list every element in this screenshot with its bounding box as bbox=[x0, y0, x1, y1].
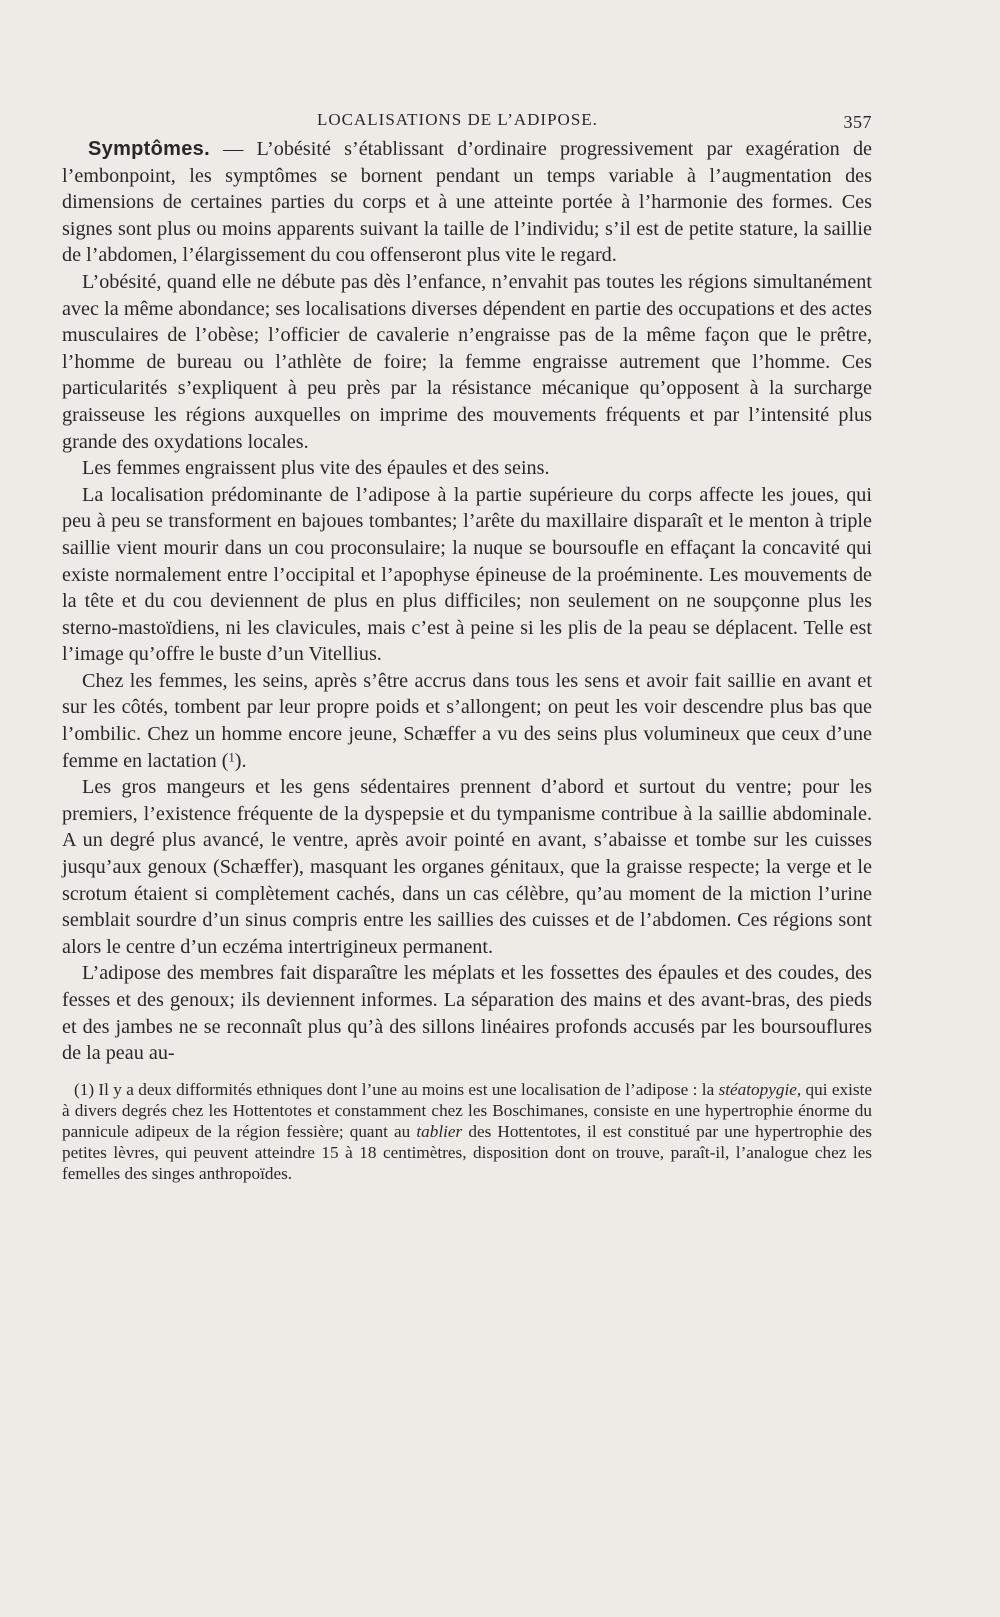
page-number: 357 bbox=[843, 112, 872, 132]
paragraph-text: Chez les femmes, les seins, après s’être accrus dans tous les sens et avoir fait saillie en avant et sur les côtés, tombent par leur propre poids et s’allongent; on peut les voir descendre plus bas que l’ombilic. Chez un homme encore jeune, Schæffer a vu des seins plus volumineux que ceux d’une femme en lactation bbox=[62, 669, 872, 772]
running-title: LOCALISATIONS DE L’ADIPOSE. bbox=[317, 110, 598, 129]
footnote-marker: (1) bbox=[74, 1079, 95, 1099]
footnote-1 bbox=[62, 1079, 872, 1184]
paragraph: L’adipose des membres fait disparaître les méplats et les fossettes des épaules et des coudes, des fesses et des genoux; ils deviennent informes. La séparation des mains et des avant-bras, des pieds et des jambes ne se reconnaît plus qu’à des sillons linéaires profonds accusés par les boursouflures de la peau au- bbox=[62, 962, 872, 1065]
footnote-ref-close: ) bbox=[234, 749, 242, 772]
paragraph-end: . bbox=[241, 749, 247, 772]
footnote-term: stéatopygie bbox=[718, 1079, 797, 1099]
section-title: Symptômes. bbox=[88, 138, 210, 160]
footnote-text: Il y a deux difformités ethniques dont l’une au moins est une localisation de l’adipose : la bbox=[94, 1079, 719, 1099]
paragraph-text: L’obésité s’établissant d’ordinaire progressivement par exagération de l’embonpoint, les symptômes se bornent pendant un temps variable à l’augmentation des dimensions de certaines parties du corps et à une atteinte portée à l’harmonie des formes. Ces signes sont plus ou moins apparents suivant la taille de l’individu; s’il est de petite stature, la saillie de l’abdomen, l’élargissement du cou offenseront plus vite le regard. bbox=[62, 138, 872, 267]
footnotes bbox=[62, 1079, 872, 1184]
footnote-ref-open: ( bbox=[221, 749, 229, 772]
footnote-reference[interactable] bbox=[222, 750, 242, 772]
paragraph-symptoms bbox=[62, 136, 872, 269]
paragraph: L’obésité, quand elle ne débute pas dès l’enfance, n’envahit pas toutes les régions simultanément avec la même abondance; ses localisations diverses dépendent en partie des occupations et des actes musculaires de l’obèse; l’officier de cavalerie n’engraisse pas de la même façon que le prêtre, l’homme de bureau ou l’athlète de foire; la femme engraisse autrement que l’homme. Ces particularités s’expliquent à peu près par la résistance mécanique qu’opposent à la surcharge graisseuse les régions auxquelles on imprime des mouvements fréquents et par l’intensité plus grande des oxydations locales. bbox=[62, 270, 872, 453]
footnote-text: des Hottentotes, il est constitué par une hypertrophie des petites lèvres, qui peuvent atteindre 15 à 18 centimètres, disposition dont on trouve, paraît-il, l’analogue chez les femelles des singes anthropoïdes. bbox=[62, 1121, 872, 1183]
footnote-term: tablier bbox=[416, 1121, 463, 1141]
body-text bbox=[62, 136, 872, 1067]
running-head bbox=[62, 102, 872, 130]
paragraph: Les gros mangeurs et les gens sédentaires prennent d’abord et surtout du ventre; pour les premiers, l’existence fréquente de la dyspepsie et du tympanisme contribue à la saillie abdominale. A un degré plus avancé, le ventre, après avoir pointé en avant, s’abaisse et tombe sur les cuisses jusqu’aux genoux (Schæffer), masquant les organes génitaux, que la graisse respecte; la verge et le scrotum étaient si complètement cachés, dans un cas célèbre, qu’au moment de la miction l’urine semblait sourdre d’un sinus compris entre les saillies des cuisses et de l’abdomen. Ces régions sont alors le centre d’un eczéma intertrigineux permanent. bbox=[62, 776, 872, 958]
footnote-ref-number: 1 bbox=[228, 750, 235, 765]
paragraph: La localisation prédominante de l’adipose à la partie supérieure du corps affecte les joues, qui peu à peu se transforment en bajoues tombantes; l’arête du maxillaire disparaît et le menton à triple saillie vient mourir dans un cou proconsulaire; la nuque se boursoufle en effaçant la concavité qui existe normalement entre l’occipital et l’apophyse épineuse de la proéminente. Les mouvements de la tête et du cou deviennent de plus en plus difficiles; non seulement on ne soupçonne plus les sterno-mastoïdiens, ni les clavicules, mais c’est à peine si les plis de la peau se déplacent. Telle est l’image qu’offre le buste d’un Vitellius. bbox=[62, 483, 872, 666]
section-dash: — bbox=[209, 138, 257, 160]
footnote-text: , qui existe à divers degrés chez les Hottentotes et constamment chez les Boschimanes, consiste en une hypertrophie énorme du pannicule adipeux de la région fessière; quant au bbox=[62, 1079, 872, 1141]
paragraph: Les femmes engraissent plus vite des épaules et des seins. bbox=[82, 457, 550, 480]
paragraph-breasts bbox=[62, 668, 872, 774]
